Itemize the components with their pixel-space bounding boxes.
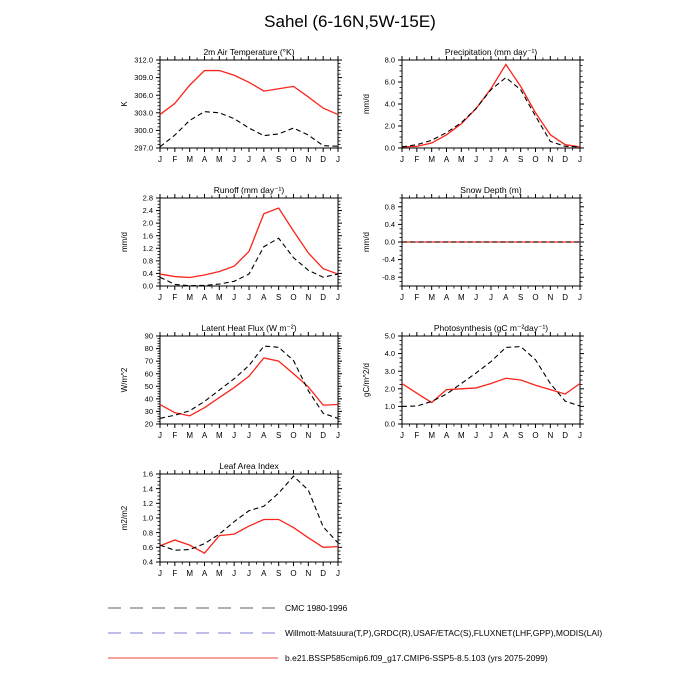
series-line-model (160, 208, 338, 277)
month-label: N (547, 293, 554, 302)
y-tick-label: 303.0 (134, 108, 153, 118)
y-tick-label: 1.6 (142, 469, 153, 479)
y-tick-label: 2.0 (384, 121, 395, 131)
month-label: A (443, 431, 450, 440)
month-label: M (428, 155, 436, 164)
legend-line-dashed-gray-icon (107, 602, 279, 614)
legend (107, 595, 667, 670)
chart-svg (354, 324, 586, 444)
chart-snow-depth (354, 186, 586, 306)
month-label: A (201, 431, 208, 440)
month-label: M (428, 431, 436, 440)
chart-title: Latent Heat Flux (W m⁻²) (201, 324, 297, 333)
month-label: F (172, 569, 178, 578)
month-label: J (336, 431, 340, 440)
month-label: O (532, 431, 539, 440)
month-label: O (532, 155, 539, 164)
chart-title: Precipitation (mm day⁻¹) (444, 48, 538, 57)
legend-line-dashed-blue-icon (107, 627, 279, 639)
month-label: A (201, 569, 208, 578)
legend-label: b.e21.BSSP585cmip6.f09_g17.CMIP6-SSP5-8.5.103 (yrs 2075-2099) (285, 652, 548, 663)
month-label: S (275, 431, 282, 440)
figure-title: Sahel (6-16N,5W-15E) (264, 12, 436, 31)
month-label: M (186, 569, 194, 578)
month-label: F (414, 293, 420, 302)
legend-item-cmc (107, 595, 667, 620)
y-axis-label: m2/m2 (120, 505, 129, 531)
y-tick-label: 309.0 (134, 73, 153, 83)
month-label: J (474, 431, 479, 440)
month-label: N (547, 431, 554, 440)
month-label: D (320, 431, 327, 440)
y-axis-label: W/m^2 (120, 367, 129, 393)
month-label: J (247, 569, 251, 578)
month-label: J (489, 293, 493, 302)
month-label: M (457, 293, 465, 302)
month-label: S (275, 155, 282, 164)
y-axis-label: mm/d (120, 232, 129, 252)
month-label: N (547, 155, 554, 164)
y-axis-label: K (120, 101, 129, 107)
month-label: F (172, 155, 178, 164)
month-label: J (474, 293, 479, 302)
month-label: D (562, 293, 569, 302)
month-label: N (305, 431, 312, 440)
month-label: O (290, 431, 297, 440)
month-label: D (320, 155, 327, 164)
month-label: J (400, 293, 404, 302)
month-label: A (261, 293, 267, 302)
series-line-model (160, 519, 338, 553)
month-label: J (158, 431, 162, 440)
y-tick-label: 6.0 (384, 77, 395, 87)
y-tick-label: 2.8 (142, 193, 153, 203)
month-label: F (172, 431, 178, 440)
month-label: A (261, 155, 267, 164)
chart-latent-heat-flux (112, 324, 344, 444)
y-tick-label: 1.2 (142, 498, 153, 508)
month-label: M (186, 293, 194, 302)
series-line-model (160, 358, 338, 416)
month-label: A (261, 431, 267, 440)
y-tick-label: -0.4 (382, 255, 395, 265)
month-label: D (562, 431, 569, 440)
y-tick-label: 297.0 (134, 143, 153, 153)
chart-title: Snow Depth (m) (460, 186, 522, 195)
series-line-model (160, 71, 338, 115)
month-label: J (232, 569, 237, 578)
chart-svg (112, 186, 344, 306)
month-label: J (336, 293, 340, 302)
month-label: A (503, 293, 509, 302)
y-tick-label: 1.0 (384, 402, 395, 411)
month-label: A (201, 293, 208, 302)
y-tick-label: 0.4 (142, 269, 153, 279)
month-label: M (428, 293, 436, 302)
month-label: J (247, 155, 251, 164)
month-label: S (517, 155, 524, 164)
y-tick-label: 306.0 (134, 90, 153, 100)
chart-frame (160, 474, 338, 562)
chart-runoff (112, 186, 344, 306)
month-label: J (232, 155, 237, 164)
month-label: S (275, 293, 282, 302)
month-label: J (400, 155, 404, 164)
y-axis-label: gC/m^2/d (362, 363, 371, 397)
month-label: F (414, 155, 420, 164)
chart-frame (160, 336, 338, 424)
chart-frame (402, 60, 580, 148)
series-line-observations (160, 346, 338, 418)
y-tick-label: 30 (144, 407, 153, 417)
chart-frame (160, 198, 338, 286)
legend-line-solid-red-icon (107, 652, 279, 664)
month-label: F (414, 431, 420, 440)
month-label: O (290, 293, 297, 302)
y-tick-label: 40 (144, 394, 153, 404)
month-label: J (578, 293, 582, 302)
y-tick-label: 0.8 (142, 256, 153, 266)
y-axis-label: mm/d (362, 232, 371, 252)
month-label: D (320, 569, 327, 578)
month-label: M (215, 431, 223, 440)
y-tick-label: 2.0 (142, 218, 153, 228)
legend-item-obs-products (107, 620, 667, 645)
y-tick-label: 0.0 (384, 237, 395, 247)
y-axis-label: mm/d (362, 94, 371, 114)
y-tick-label: 0.6 (142, 542, 153, 552)
chart-photosynthesis (354, 324, 586, 444)
y-tick-label: 70 (144, 356, 153, 366)
month-label: S (517, 293, 524, 302)
month-label: J (474, 155, 479, 164)
month-label: J (158, 569, 162, 578)
month-label: D (562, 155, 569, 164)
month-label: J (578, 155, 582, 164)
chart-title: Leaf Area Index (219, 462, 279, 471)
chart-svg (354, 48, 586, 168)
month-label: J (247, 293, 251, 302)
chart-title: 2m Air Temperature (°K) (203, 48, 295, 57)
chart-svg (112, 324, 344, 444)
y-tick-label: 50 (144, 381, 153, 391)
y-tick-label: 0.4 (384, 220, 395, 229)
y-tick-label: 0.4 (142, 557, 153, 567)
y-tick-label: 312.0 (134, 55, 153, 65)
month-label: J (489, 431, 493, 440)
y-tick-label: 80 (144, 344, 153, 354)
month-label: N (305, 293, 312, 302)
month-label: M (457, 431, 465, 440)
legend-item-model-run (107, 645, 667, 670)
month-label: M (215, 293, 223, 302)
y-tick-label: 60 (144, 369, 153, 379)
y-tick-label: 3.0 (384, 366, 395, 376)
month-label: J (489, 155, 493, 164)
chart-title: Runoff (mm day⁻¹) (213, 186, 285, 195)
y-tick-label: 1.0 (142, 513, 153, 523)
month-label: J (578, 431, 582, 440)
month-label: O (532, 293, 539, 302)
chart-frame (402, 336, 580, 424)
y-tick-label: -0.8 (382, 272, 395, 282)
y-tick-label: 4.0 (384, 349, 395, 359)
month-label: M (215, 569, 223, 578)
series-line-observations (160, 112, 338, 147)
y-tick-label: 1.2 (142, 243, 153, 253)
month-label: M (186, 431, 194, 440)
month-label: N (305, 155, 312, 164)
month-label: S (517, 431, 524, 440)
chart-leaf-area-index (112, 462, 344, 582)
legend-label: CMC 1980-1996 (285, 602, 348, 613)
series-line-observations (402, 347, 580, 407)
month-label: D (320, 293, 327, 302)
month-label: A (503, 431, 509, 440)
y-tick-label: 2.0 (384, 384, 395, 394)
series-line-observations (160, 238, 338, 285)
month-label: S (275, 569, 282, 578)
month-label: A (503, 155, 509, 164)
month-label: J (247, 431, 251, 440)
month-label: N (305, 569, 312, 578)
y-tick-label: 1.6 (142, 231, 153, 241)
y-tick-label: 0.8 (142, 528, 153, 538)
y-tick-label: 20 (144, 419, 153, 429)
chart-frame (160, 60, 338, 148)
y-tick-label: 0.8 (384, 202, 395, 212)
chart-svg (112, 462, 344, 582)
month-label: J (158, 155, 162, 164)
month-label: J (400, 431, 404, 440)
series-line-model (402, 64, 580, 146)
chart-title: Photosynthesis (gC m⁻²day⁻¹) (433, 324, 549, 333)
month-label: O (290, 155, 297, 164)
month-label: A (261, 569, 267, 578)
month-label: J (232, 293, 237, 302)
y-tick-label: 300.0 (134, 126, 153, 135)
month-label: M (186, 155, 194, 164)
month-label: A (443, 293, 450, 302)
y-tick-label: 1.4 (142, 484, 153, 494)
chart-precipitation (354, 48, 586, 168)
month-label: J (158, 293, 162, 302)
y-tick-label: 5.0 (384, 331, 395, 341)
month-label: F (172, 293, 178, 302)
month-label: M (457, 155, 465, 164)
month-label: J (336, 569, 340, 578)
chart-2m-air-temperature (112, 48, 344, 168)
y-tick-label: 90 (144, 331, 153, 341)
month-label: M (215, 155, 223, 164)
chart-svg (112, 48, 344, 168)
month-label: J (336, 155, 340, 164)
month-label: O (290, 569, 297, 578)
y-tick-label: 4.0 (384, 99, 395, 109)
y-tick-label: 0.0 (384, 143, 395, 153)
month-label: A (201, 155, 208, 164)
legend-label: Willmott-Matsuura(T,P),GRDC(R),USAF/ETAC(S),FLUXNET(LHF,GPP),MODIS(LAI) (285, 627, 603, 638)
month-label: A (443, 155, 450, 164)
month-label: J (232, 431, 237, 440)
y-tick-label: 0.0 (142, 281, 153, 291)
chart-svg (354, 186, 586, 306)
series-line-model (402, 378, 580, 402)
y-tick-label: 8.0 (384, 55, 395, 65)
y-tick-label: 0.0 (384, 419, 395, 429)
y-tick-label: 2.4 (142, 206, 153, 216)
